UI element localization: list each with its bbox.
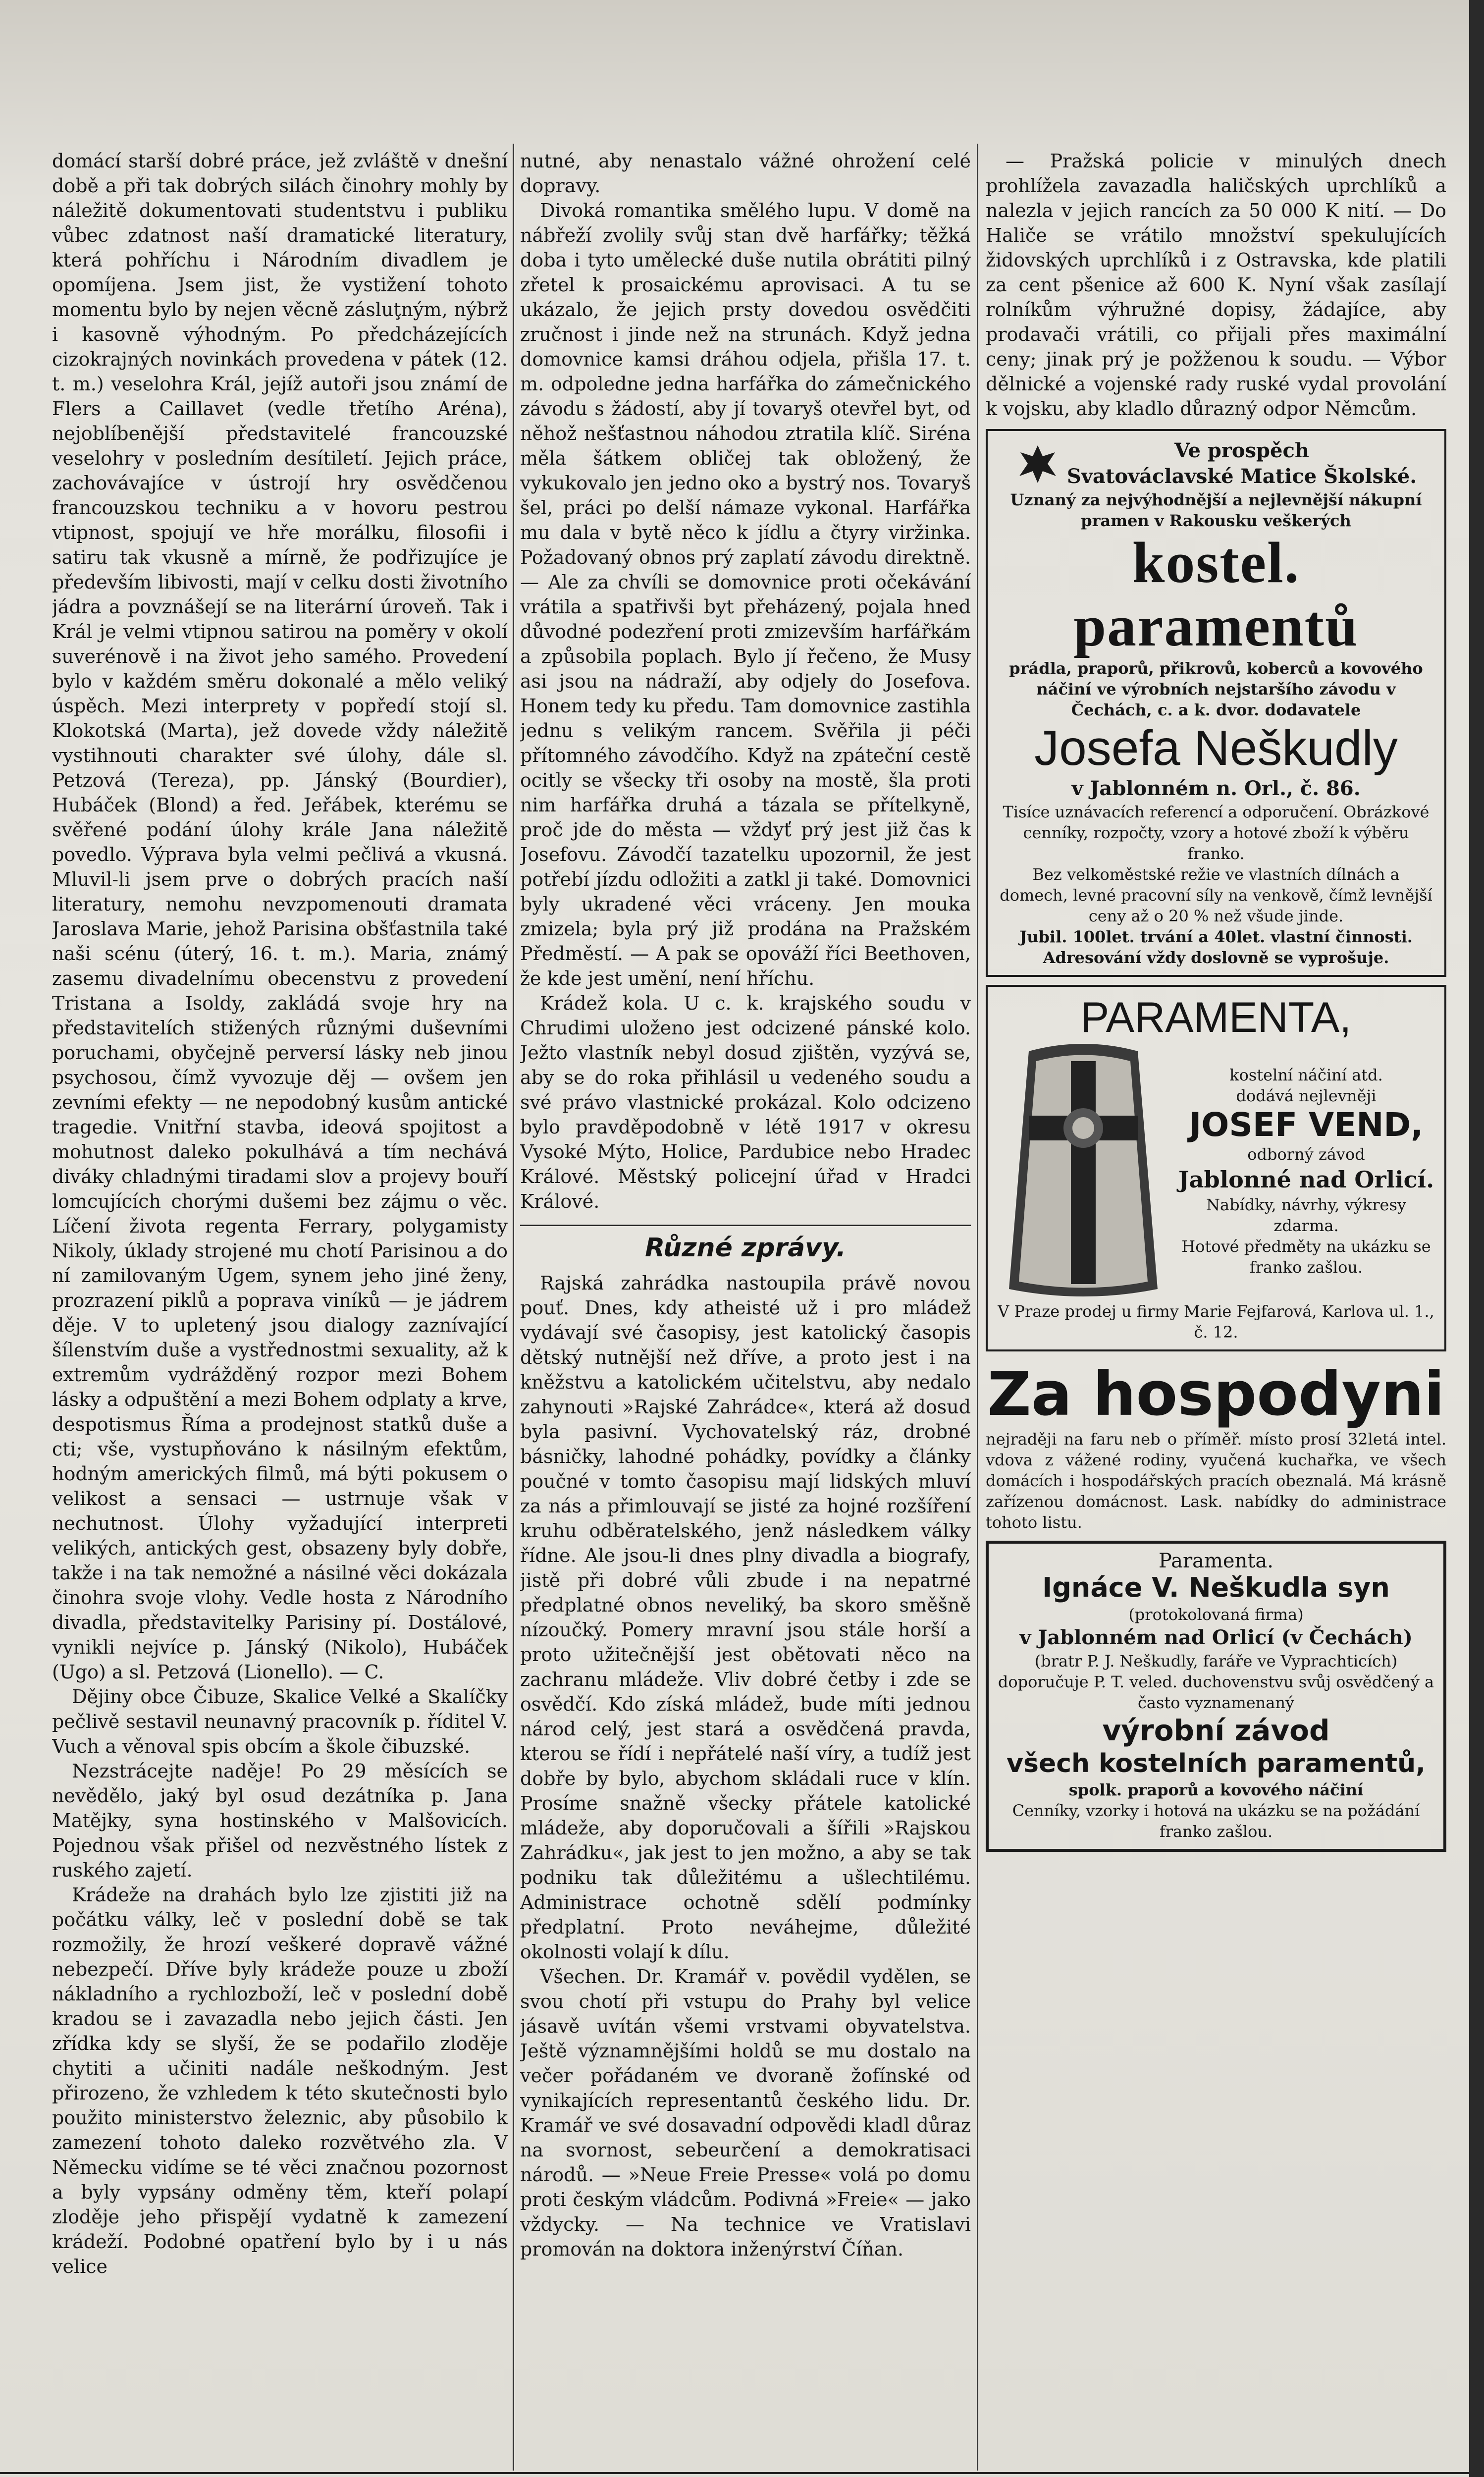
advert-text: doporučuje P. T. veled. duchovenstvu svůj osvědčený a často vyznamenaný — [998, 1672, 1434, 1712]
advert-headline: PARAMENTA, — [1080, 994, 1352, 1041]
news-item-nezstracejte: Nezstrácejte naděje! Po 29 měsících se nevědělo, jaký byl osud dezátníka p. Jana Matějky, syna hostinského v Malšovicích. Pojednou však přišel od nezvěstného lístek z ruského zajetí. — [52, 1760, 508, 1881]
eagle-emblem-icon — [1015, 441, 1060, 486]
news-item-romantika: Divoká romantika smělého lupu. V domě na nábřeží zvolily svůj stan dvě harfářky; těžká doba i tyto umělecké duše nutila obrátiti pilný zřetel k prosaickému aprovisaci. A tu se ukázalo, že jejich prsty dovedou osvědčiti zručnost i jinde než na strunách. Když jedna domovnice kamsi dráhou odjela, přišla 17. t. m. odpoledne jedna harfářka do zámečnického závodu s žádostí, aby jí tovaryš otevřel byt, od něhož nešťastnou náhodou ztratila klíč. Siréna měla šátkem obličej tak obložený, že vykukovalo jen jedno oko a bystrý nos. Tovaryš šel, práci po delší námaze vykonal. Harfářka mu dala v bytě něco k jídlu a čtyry viržinka. Požadovaný obnos prý zaplatí závodu direktně. — Ale za chvíli se domovnice proti očekávání vrátila a spatřivši byt přeházený, pojala hned důvodné podezření proti zmizevším harfářkám a způsobila poplach. Bylo jí řečeno, že Musy asi jsou na nádraží, aby odjely do Josefova. Honem tedy ku předu. Tam domovnice zastihla jednu s velikým rancem. Svěřila ji péči přítomného závodčího. Když na zpáteční cestě ocitly se všecky tři osoby na mostě, šla proti nim harfářka druhá a tázala se přítelkyně, proč jde do města — vždyť prý jest již čas k Josefovu. Závodčí tazatelku upozornil, že jest potřebí jízdu odložiti a zatkl ji také. Domovnici byly ukradené věci vráceny. Jen mouka zmizela; byla prý již prodána na Pražském Předměstí. — A pak se opováží říci Beethoven, že kde jest umění, není hříchu. — [520, 200, 971, 989]
news-item-vsechen: Všechen. Dr. Kramář v. povědil vydělen, se svou chotí při vstupu do Prahy byl velice jásavě uvítán všemi vrstvami obyvatelstva. Ještě významnějšími holdů se mu dostalo na večer pořádaném ve dvoraně žofínské od vynikajících representantů českého lidu. Dr. Kramář ve své dosavadní odpovědi kladl důraz na svornost, sebeurčení a demokratisaci národů. — »Neue Freie Presse« volá po domu proti českým vládcům. Podivná »Freie« — jako vždycky. — Na technice ve Vratislavi promován na doktora inženýrství Číňan. — [520, 1966, 971, 2260]
advert-text: dodává nejlevněji — [1236, 1086, 1377, 1105]
advert-text: (protokolovaná firma) — [1128, 1605, 1304, 1624]
advert-address: v Jablonném nad Orlicí (v Čechách) — [1019, 1626, 1413, 1649]
news-item-dejiny-cibuze: Dějiny obce Čibuze, Skalice Velké a Skalíčky pečlivě sestavil neunavný pracovník p. říditel V. Vuch a věnoval spis obcím a škole čibuzské. — [52, 1686, 508, 1757]
advert-headline: výrobní závod — [1102, 1714, 1330, 1747]
chasuble-image — [997, 1041, 1170, 1301]
advert-text: nejraději na faru neb o příměř. místo prosí 32letá intel. vdova z vážené rodiny, vyučená kuchařka, ve všech domácích i hospodářských pracích obeznalá. Má krásně zařízenou domácnost. Lask. nabídky do administrace tohoto listu. — [986, 1430, 1446, 1532]
advert-text: Cenníky, vzorky i hotová na ukázku se na požádání franko zašlou. — [1012, 1801, 1420, 1841]
page-edge — [1469, 0, 1484, 2477]
news-item-continued: nutné, aby nenastalo vážné ohrožení celé dopravy. — [520, 150, 971, 197]
advert-text: odborný závod — [1247, 1145, 1365, 1164]
vestment-cross-icon — [999, 1041, 1167, 1299]
news-item-kradez-kola: Krádež kola. U c. k. krajského soudu v Chrudimi uloženo jest odcizené pánské kolo. Ježto vlastník nebyl dosud zjištěn, vyzývá se, aby se do roka přihlásil u vedeného soudu a své právo vlastnické prokázal. Kolo odcizeno bylo pravděpodobně v létě 1917 v okresu Vysoké Mýto, Holice, Pardubice nebo Hradec Králové. Městský policejní úřad v Hradci Králové. — [520, 992, 971, 1212]
advert-company-name: Josefa Neškudly — [1034, 720, 1398, 776]
advert-company-name: Ignáce V. Neškudla syn — [1042, 1572, 1390, 1603]
advert-headline: Za hospodyni — [987, 1359, 1445, 1429]
advert-hospodyne — [986, 1359, 1446, 1533]
advert-title-line: Ve prospěch — [1174, 439, 1309, 462]
advert-text: Bez velkoměstské režie ve vlastních dílnách a domech, levné pracovní síly na venkově, čímž levnější ceny až o 20 % než všude jinde. — [1000, 865, 1432, 925]
advert-neskudla-syn — [986, 1541, 1446, 1852]
advert-text: spolk. praporů a kovového náčiní — [1068, 1780, 1364, 1799]
column-1 — [52, 149, 508, 2466]
advert-address: Jablonné nad Orlicí. — [1178, 1166, 1434, 1193]
advert-title-line: Svatováclavské Matice Školské. — [1066, 465, 1417, 488]
advert-address: v Jablonném n. Orl., č. 86. — [1071, 777, 1361, 800]
advert-text: Tisíce uznávacích referencí a odporučení. Obrázkové cenníky, rozpočty, vzory a hotové zboží k výběru franko. — [1003, 803, 1430, 863]
article-theatre-review: domácí starší dobré práce, jež zvláště v dnešní době a při tak dobrých silách činohry mohly by náležitě dokumentovati studentstvu i publiku vůbec zdatnost naší dramatické literatury, která pohříchu i Národním divadlem je opomíjena. Jsem jist, že vystižení tohoto momentu bylo by nejen věcně zásluţným, nýbrž i kasovně výhodným. Po předcházejících cizokrajných novinkách provedena v pátek (12. t. m.) veselohra Král, jejíž autoři jsou známí de Flers a Caillavet (vedle třetího Aréna), nejoblíbenější představitelé francouzské veselohry v posledním desítiletí. Jejich práce, zachovávajíce v ústrojí hry osvědčenou francouzskou techniku a v hovoru pestrou vtipnost, spojují ve hře morálku, filosofii i satiru tak vkusně a mírně, že podřizujíce je především libivosti, mají v celku dosti životního jádra a povznášejí se na literární úroveň. Tak i Král je velmi vtipnou satirou na poměry v okolí suverénově i na život jeho samého. Provedení bylo v každém směru dokonalé a mělo veliký úspěch. Mezi interprety v popředí stojí sl. Klokotská (Marta), jež dovede vždy náležitě vystihnouti charakter své úlohy, dále sl. Petzová (Tereza), pp. Jánský (Bourdier), Hubáček (Blond) a řed. Jeřábek, kterému se svěřené podání úlohy krále Jana náležitě povedlo. Výprava byla velmi pečlivá a vkusná. Mluvil-li jsem prve o dobrých pracích naší literatury, nemohu nevzpomenouti dramata Jaroslava Marie, jehož Parisina obšťastnila také naši scénu (úterý, 16. t. m.). Maria, známý zasemu divadelnímu obecenstvu z provedení Tristana a Isoldy, zakládá svoje hry na představitelích stižených různými duševními poruchami, obyčejně perversí lásky neb jinou psychosou, čímž vyvozuje děj — ovšem jen zevními efekty — ne nepodobný kusům antické tragedie. Vnitřní stavba, ideová spojitost a mohutnost daleko pokulhává a tím nechává diváky chladnými tiradami slov a projevy bouří lomcujících chorými dušemi bez zájmu o věc. Líčení života regenta Ferrary, polygamisty Nikoly, úklady strojené mu chotí Parisinou a do ní zamilovaným Ugem, synem jeho jiné ženy, prozrazení piklů a poprava viníků — je jádrem děje. V to upletený jsou dialogy zaznívající šílenstvím duše a vystřednostmi sexuality, až k extremům vydrážděný rozpor mezi Bohem lásky a odpuštění a mezi Bohem odplaty a krve, despotismus Říma a prodejnost statků duše a cti; vše, vystupňováno k násilným efektům, hodným amerických filmů, má býti pokusem o velikost a sensaci — ustrnuje však v nechutnost. Úlohy vyžadující interpreti velikých, antických gest, obsazeny byly dobře, takže i na tak nemožné a násilné věci dokázala činohra svoje vlohy. Vedle hosta z Národního divadla, představitelky Parisiny pí. Dostálové, vynikli nejvíce p. Jánský (Nikolo), Hubáček (Ugo) a sl. Petzová (Lionello). — C. — [52, 150, 508, 1683]
advert-headline: všech kostelních paramentů, — [1007, 1749, 1426, 1778]
imprint-footer — [0, 2472, 1484, 2477]
advert-text: Adresování vždy doslovně se vyprošuje. — [1043, 948, 1389, 967]
advert-neskudla — [986, 429, 1446, 977]
news-item-kradeze: Krádeže na drahách bylo lze zjistiti již na počátku války, leč v poslední době se tak rozmožily, že hrozí veškeré dopravě vážné nebezpečí. Dříve byly krádeže pouze u zboží nákladního a rychlozboží, leč v poslední době kradou se i zavazadla nebo jejich části. Jen zřídka kdy se slyší, že se podařilo zloděje chytiti a učiniti nadále neškodným. Jest přirozeno, že vzhledem k této skutečnosti bylo použito ministerstvo železnic, aby působilo k zamezení tohoto daleko rozvětvého zla. V Německu vidíme se té věci značnou pozornost a byly vypsány odměny těm, kteří polapí zloděje jeho přispějí vydatně k zamezení krádeží. Podobné opatření bylo by i u nás velice — [52, 1884, 508, 2277]
advert-headline: kostel. paramentů — [1073, 530, 1359, 658]
advert-text: Uznaný za nejvýhodnější a nejlevnější nákupní pramen v Rakousku veškerých — [1010, 490, 1422, 530]
advert-text: Jubil. 100let. trvání a 40let. vlastní činnosti. — [1019, 927, 1413, 946]
column-divider — [513, 144, 514, 2471]
advert-title: Paramenta. — [1159, 1550, 1273, 1572]
advert-text: Nabídky, návrhy, výkresy zdarma. — [1206, 1195, 1406, 1235]
column-2 — [520, 149, 971, 2466]
advert-vend — [986, 985, 1446, 1351]
advert-text: prádla, praporů, přikrovů, koberců a kovového náčiní ve výrobních nejstaršího závodu v Čechách, c. a k. dvor. dodavatele — [1009, 659, 1423, 719]
column-divider — [977, 144, 978, 2471]
news-item-prazska-policie: — Pražská policie v minulých dnech prohlížela zavazadla haličských uprchlíků a nalezla v jejich rancích za 50 000 K nití. — Do Haliče se vrátilo množství spekulujících židovských uprchlíků i z Ostravska, kde platili za cent pšenice až 600 K. Nyní však zasílají rolníkům výhružné dopisy, žádajíce, aby prodavači vrátili, co přijali přes maximální ceny; jinak prý je požženou k soudu. — Výbor dělnické a vojenské rady ruské vydal provolání k vojsku, aby kladlo důrazný odpor Němcům. — [986, 150, 1446, 420]
advert-company-name: JOSEF VEND, — [1189, 1106, 1424, 1144]
advert-text: kostelní náčiní atd. — [1229, 1066, 1383, 1084]
section-heading: Různé zprávy. — [520, 1225, 971, 1263]
advert-text: V Praze prodej u firmy Marie Fejfarová, Karlova ul. 1., č. 12. — [998, 1302, 1434, 1342]
column-3 — [986, 149, 1446, 2466]
news-item-rajska-zahradka: Rajská zahrádka nastoupila právě novou pouť. Dnes, kdy atheisté už i pro mládež vydávají své časopisy, jest katolický časopis dětský nutnější než dříve, a proto jest i na kněžstvu a katolickém učitelstvu, aby nedalo zahynouti »Rajské Zahrádce«, která až dosud byla pasivní. Vychovatelský ráz, drobné básničky, lahodné pohádky, povídky a články poučné v tomto časopisu mají lidských mluví za nás a přimlouvají se jisté za hojné rozšíření kruhu odběratelského, jenž následkem války řídne. Ale jsou-li dnes plny divadla a biografy, jistě při dobré vůli zbude i na nepatrné předplatné obnos neveliký, ba skoro směšně nízoučký. Pomery mravní jsou stále horší a proto užitečnější jest obětovati něco na zachranu mládeže. Vliv dobré četby i zde se osvědčí. Kdo získá mládež, bude míti jednou národ celý, jest stará a osvědčená pravda, kterou se řídí i nepřátelé naší víry, a tudíž jest dobře by bylo, abychom skládali ruce v klín. Prosíme snažně všecky přátele katolické mládeže, aby doporučovali a šířili »Rajskou Zahrádku«, jak jest to jen možno, a aby se tak podniku tak důležitému a ušlechtilému. Administrace ochotně sdělí podmínky předplatní. Proto neváhejme, důležité okolnosti volají k dílu. — [520, 1272, 971, 1963]
advert-text: (bratr P. J. Neškudly, faráře ve Vyprachticích) — [1034, 1652, 1398, 1670]
advert-text: Hotové předměty na ukázku se franko zašlou. — [1181, 1237, 1431, 1277]
